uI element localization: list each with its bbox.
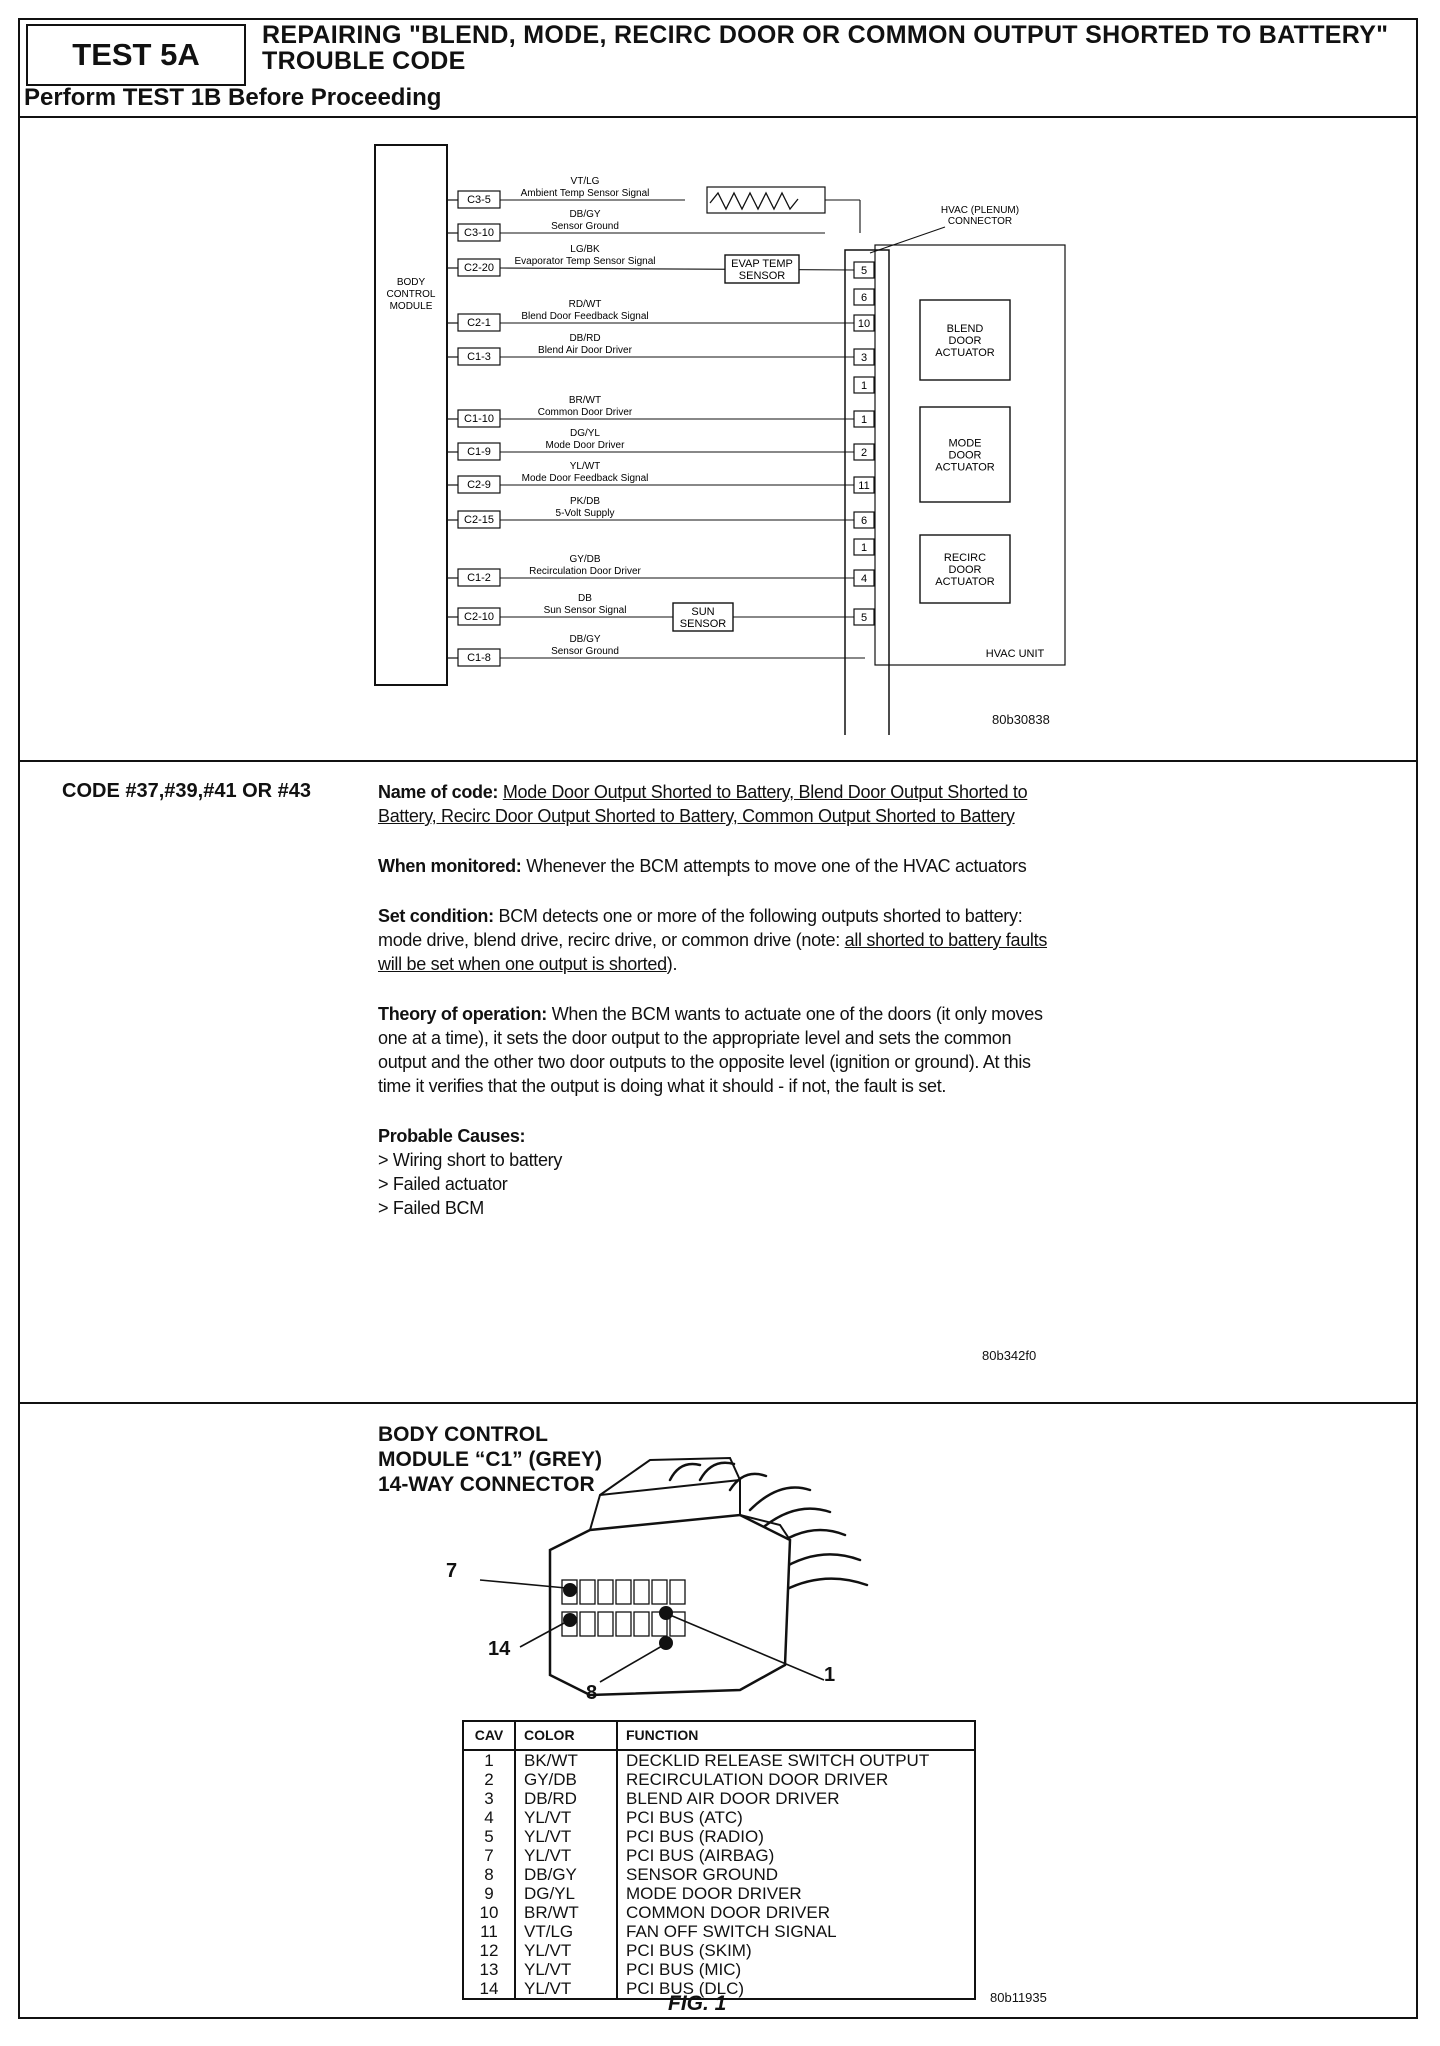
divider <box>18 1402 1418 1404</box>
set-condition <box>378 904 1053 976</box>
pin-label-14: 14 <box>488 1638 511 1660</box>
wire-color: LG/BK <box>570 244 600 255</box>
when-monitored <box>378 854 1053 878</box>
blend-actuator-label: DOOR <box>948 335 982 347</box>
wire-color: RD/WT <box>568 299 602 310</box>
cell-color: DB/GY <box>515 1865 617 1884</box>
cell-cav: 9 <box>463 1884 515 1903</box>
circuit-name: Mode Door Driver <box>545 440 625 451</box>
wire-color: DG/YL <box>569 428 601 439</box>
connector-figure-id: 80b11935 <box>990 1990 1047 2005</box>
circuit-name: Common Door Driver <box>537 407 633 418</box>
table-row <box>463 1922 975 1941</box>
cell-cav: 14 <box>463 1979 515 1999</box>
circuit-name: Recirculation Door Driver <box>529 566 641 577</box>
cavity-number: 10 <box>857 318 871 330</box>
cell-color: GY/DB <box>515 1770 617 1789</box>
cell-cav: 10 <box>463 1903 515 1922</box>
pin-label: C3-10 <box>464 227 494 239</box>
pin-label: C2-20 <box>464 262 494 274</box>
mode-actuator-label: ACTUATOR <box>935 461 995 474</box>
pin-label: C2-15 <box>464 514 494 526</box>
cell-color: YL/VT <box>515 1960 617 1979</box>
code-figure-id: 80b342f0 <box>982 1348 1037 1363</box>
cell-color: YL/VT <box>515 1808 617 1827</box>
cavity-number: 4 <box>860 573 868 585</box>
theory-of-operation <box>378 1002 1053 1098</box>
wire-color: DB <box>578 593 592 604</box>
table-row <box>463 1960 975 1979</box>
cavity <box>580 1580 595 1604</box>
cell-function: PCI BUS (RADIO) <box>626 1827 764 1846</box>
circuit-name: 5-Volt Supply <box>555 508 615 519</box>
hvac-connector-label: HVAC (PLENUM) <box>940 205 1020 216</box>
cavity <box>670 1580 685 1604</box>
schematic-figure-id: 80b30838 <box>992 712 1050 727</box>
cell-function: PCI BUS (DLC) <box>626 1979 745 1998</box>
cavity-number: 6 <box>860 292 868 304</box>
bcm-label-line: MODULE <box>389 301 433 312</box>
theory-label: Theory of operation: <box>378 1004 547 1024</box>
cell-color: DG/YL <box>515 1884 617 1903</box>
code-name <box>378 780 1053 828</box>
cavity <box>634 1580 649 1604</box>
evap-sensor-label: SENSOR <box>738 270 786 282</box>
circuit-name: Ambient Temp Sensor Signal <box>520 188 650 199</box>
figure-caption: FIG. 1 <box>668 1992 727 2015</box>
pin-label-7: 7 <box>446 1560 458 1582</box>
pin-label-8: 8 <box>586 1682 598 1704</box>
wire-color: BR/WT <box>568 395 602 406</box>
cell-cav: 1 <box>463 1750 515 1770</box>
cavity <box>580 1612 595 1636</box>
cell-cav: 7 <box>463 1846 515 1865</box>
bcm-label-line: CONTROL <box>386 289 436 300</box>
wire-color: DB/GY <box>569 209 601 220</box>
cell-cav: 3 <box>463 1789 515 1808</box>
circuit-name: Blend Door Feedback Signal <box>521 311 649 322</box>
cell-function: FAN OFF SWITCH SIGNAL <box>626 1922 837 1941</box>
table-row <box>463 1884 975 1903</box>
cell-function: BLEND AIR DOOR DRIVER <box>626 1789 840 1808</box>
evap-sensor-label: EVAP TEMP <box>731 258 793 270</box>
cell-color: YL/VT <box>515 1979 617 1999</box>
divider <box>18 116 1418 118</box>
cell-color: YL/VT <box>515 1846 617 1865</box>
circuit-name: Blend Air Door Driver <box>538 345 632 356</box>
cavity-table <box>462 1720 976 2000</box>
table-row <box>463 1750 975 1770</box>
circuit-name: Sensor Ground <box>551 646 619 657</box>
set-condition-end: ). <box>666 954 678 974</box>
pin-label: C1-8 <box>467 652 491 664</box>
cell-color: VT/LG <box>515 1922 617 1941</box>
leader-line <box>870 227 945 253</box>
cell-cav: 5 <box>463 1827 515 1846</box>
cavity-number: 1 <box>860 414 868 426</box>
connector-title-line: 14-WAY CONNECTOR <box>378 1473 595 1496</box>
wire-color: GY/DB <box>569 554 601 565</box>
circuit-name: Sun Sensor Signal <box>543 605 627 616</box>
set-condition-value: BCM detects one or more of the following outputs shorted to battery: mode drive, blend drive, recirc drive, or common drive (note: <box>378 906 1023 950</box>
cavity <box>616 1612 631 1636</box>
mode-actuator-label: DOOR <box>948 449 982 462</box>
cell-cav: 2 <box>463 1770 515 1789</box>
cell-function: PCI BUS (ATC) <box>626 1808 743 1827</box>
cell-cav: 4 <box>463 1808 515 1827</box>
cavity <box>616 1580 631 1604</box>
col-function: FUNCTION <box>617 1721 975 1750</box>
wire-color: PK/DB <box>569 496 601 507</box>
cause-item: > Failed BCM <box>378 1198 484 1218</box>
cavity-number: 2 <box>860 447 868 459</box>
cavity-number: 1 <box>860 380 868 392</box>
pin-label: C1-10 <box>464 413 494 425</box>
mode-actuator-label: MODE <box>948 437 982 450</box>
cavity-number: 11 <box>858 480 870 492</box>
cell-function: MODE DOOR DRIVER <box>626 1884 802 1903</box>
table-row <box>463 1789 975 1808</box>
recirc-actuator-label: ACTUATOR <box>935 576 995 588</box>
code-description <box>378 780 1053 1220</box>
code-name-label: Name of code: <box>378 782 499 802</box>
divider <box>18 760 1418 762</box>
cell-color: BK/WT <box>515 1750 617 1770</box>
when-monitored-label: When monitored: <box>378 856 522 876</box>
pin-label: C1-9 <box>467 446 491 458</box>
table-row <box>463 1808 975 1827</box>
ambient-sensor-box <box>707 187 825 213</box>
circuit-name: Evaporator Temp Sensor Signal <box>514 256 656 267</box>
cell-function: PCI BUS (AIRBAG) <box>626 1846 775 1865</box>
table-row <box>463 1941 975 1960</box>
cell-function: PCI BUS (SKIM) <box>626 1941 752 1960</box>
cell-function: PCI BUS (MIC) <box>626 1960 742 1979</box>
wire-color: YL/WT <box>569 461 601 472</box>
wire <box>500 268 854 270</box>
pin-label: C2-10 <box>464 611 494 623</box>
pin-label-1: 1 <box>824 1664 836 1686</box>
table-row <box>463 1903 975 1922</box>
table-row <box>463 1827 975 1846</box>
cell-function: COMMON DOOR DRIVER <box>626 1903 830 1922</box>
thermistor-symbol <box>710 193 798 209</box>
page-title: REPAIRING "BLEND, MODE, RECIRC DOOR OR COMMON OUTPUT SHORTED TO BATTERY" TROUBLE CODE <box>262 21 1389 75</box>
cell-cav: 11 <box>463 1922 515 1941</box>
cell-cav: 12 <box>463 1941 515 1960</box>
recirc-actuator-label: DOOR <box>948 564 982 576</box>
hvac-unit-label: HVAC UNIT <box>985 648 1045 660</box>
cavity-number: 1 <box>860 542 868 554</box>
table-row <box>463 1865 975 1884</box>
bcm-label-line: BODY <box>396 277 426 288</box>
theory-value: When the BCM wants to actuate one of the doors (it only moves one at a time), it sets the door output to the appropriate level and sets the common output and the other two door outputs to the opposite level (ignition or ground). At this time it verifies that the output is doing what it should - if not, the fault is set. <box>378 1004 1043 1096</box>
cell-function: RECIRCULATION DOOR DRIVER <box>626 1770 889 1789</box>
code-name-value: Mode Door Output Shorted to Battery, Blend Door Output Shorted to Battery, Recirc Door Output Shorted to Battery, Common Output Shorted to Battery <box>378 782 1028 826</box>
code-title: CODE #37,#39,#41 OR #43 <box>62 780 312 802</box>
cavity-number: 5 <box>860 612 868 624</box>
prerequisite-note: Perform TEST 1B Before Proceeding <box>24 84 442 111</box>
cell-color: BR/WT <box>515 1903 617 1922</box>
wire-color: VT/LG <box>570 176 600 187</box>
probable-causes <box>378 1124 1053 1220</box>
table-row <box>463 1846 975 1865</box>
wire-color: DB/RD <box>569 333 601 344</box>
cause-item: > Wiring short to battery <box>378 1150 563 1170</box>
cell-function: DECKLID RELEASE SWITCH OUTPUT <box>626 1751 930 1770</box>
wire-color: DB/GY <box>569 634 601 645</box>
set-condition-label: Set condition: <box>378 906 494 926</box>
test-id-box: TEST 5A <box>26 24 246 86</box>
pin-label: C3-5 <box>467 194 491 206</box>
sun-sensor-label: SUN <box>691 606 715 618</box>
when-monitored-value: Whenever the BCM attempts to move one of the HVAC actuators <box>526 856 1027 876</box>
hvac-connector-label: CONNECTOR <box>947 216 1013 227</box>
connector-title-line: BODY CONTROL <box>378 1423 548 1446</box>
cell-cav: 13 <box>463 1960 515 1979</box>
cavity-number: 5 <box>860 265 868 277</box>
cavity <box>634 1612 649 1636</box>
cell-color: DB/RD <box>515 1789 617 1808</box>
circuit-name: Mode Door Feedback Signal <box>521 473 649 484</box>
blend-actuator-label: BLEND <box>946 323 984 335</box>
cavity <box>598 1580 613 1604</box>
cavity <box>652 1580 667 1604</box>
col-cav: CAV <box>463 1721 515 1750</box>
cavity-number: 3 <box>860 352 868 364</box>
cell-function: SENSOR GROUND <box>626 1865 779 1884</box>
connector-title-line: MODULE “C1” (GREY) <box>378 1448 603 1471</box>
col-color: COLOR <box>515 1721 617 1750</box>
cell-cav: 8 <box>463 1865 515 1884</box>
cavity <box>598 1612 613 1636</box>
bcm-label <box>387 277 436 312</box>
cell-color: YL/VT <box>515 1827 617 1846</box>
sun-sensor-label: SENSOR <box>679 618 727 630</box>
cause-item: > Failed actuator <box>378 1174 508 1194</box>
circuit-name: Sensor Ground <box>551 221 619 232</box>
pin-label: C1-2 <box>467 572 491 584</box>
cavity-number: 6 <box>860 515 868 527</box>
pin-label: C2-1 <box>467 317 491 329</box>
cell-color: YL/VT <box>515 1941 617 1960</box>
probable-causes-label: Probable Causes: <box>378 1126 526 1146</box>
pin-label: C1-3 <box>467 351 491 363</box>
pin-label: C2-9 <box>467 479 491 491</box>
recirc-actuator-label: RECIRC <box>943 552 987 564</box>
bcm-box <box>375 145 447 685</box>
table-row <box>463 1770 975 1789</box>
wiring-schematic <box>355 135 1075 735</box>
blend-actuator-label: ACTUATOR <box>935 347 995 359</box>
set-condition-note: all shorted to battery faults will be set when one output is shorted <box>378 930 1048 974</box>
